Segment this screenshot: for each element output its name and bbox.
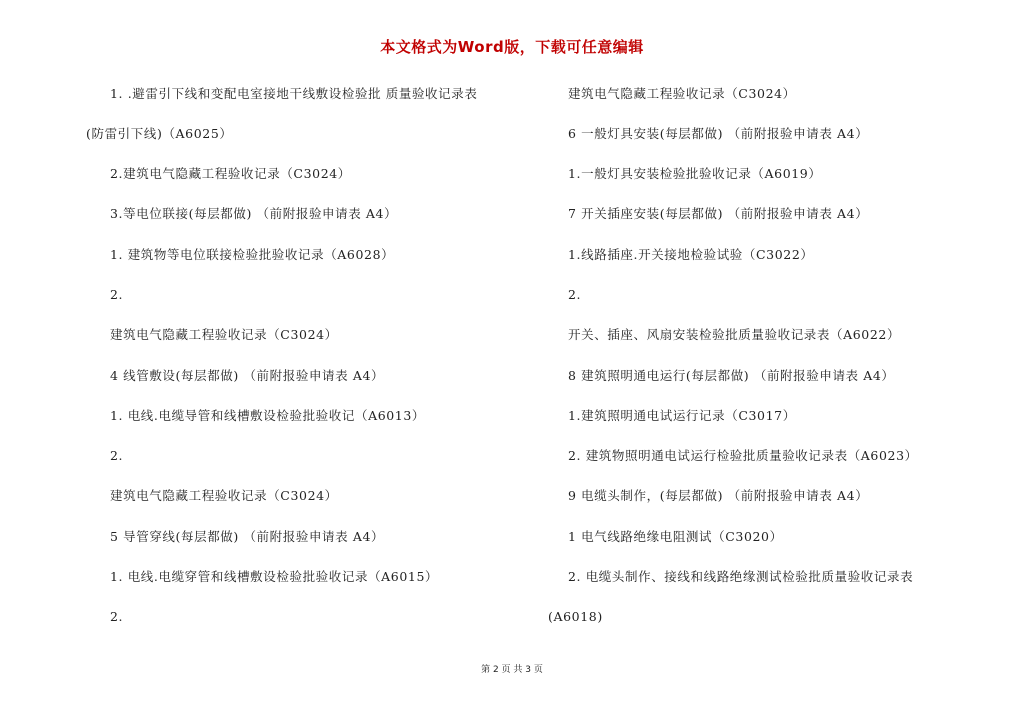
page-number: 第 2 页 共 3 页 [481,665,543,675]
text-line: 建筑电气隐藏工程验收记录（C3024） [568,86,796,101]
text-line: 2.建筑电气隐藏工程验收记录（C3024） [110,166,351,181]
text-line: 2. 电缆头制作、接线和线路绝缘测试检验批质量验收记录表 [568,569,914,584]
text-line: 1. 电线.电缆导管和线槽敷设检验批验收记（A6013） [110,408,426,423]
text-line: 8 建筑照明通电运行(每层都做) （前附报验申请表 A4） [568,368,895,383]
text-line: 1.线路插座.开关接地检验试验（C3022） [568,247,814,262]
text-line: 1. 电线.电缆穿管和线槽敷设检验批验收记录（A6015） [110,569,439,584]
text-line: 1. .避雷引下线和变配电室接地干线敷设检验批 质量验收记录表 [110,86,478,101]
text-line: 2. [568,287,582,302]
text-line: 1 电气线路绝缘电阻测试（C3020） [568,529,783,544]
text-line: 3.等电位联接(每层都做) （前附报验申请表 A4） [110,206,398,221]
text-line: 2. [110,609,124,624]
text-line: 9 电缆头制作，(每层都做) （前附报验申请表 A4） [568,488,869,503]
text-line: (防雷引下线)（A6025） [86,126,233,141]
text-line: 2. [110,287,124,302]
text-line: 7 开关插座安装(每层都做) （前附报验申请表 A4） [568,206,869,221]
text-line: 建筑电气隐藏工程验收记录（C3024） [110,327,338,342]
text-line: 建筑电气隐藏工程验收记录（C3024） [110,488,338,503]
text-line: (A6018) [548,609,603,624]
text-line: 4 线管敷设(每层都做) （前附报验申请表 A4） [110,368,385,383]
text-line: 1.一般灯具安装检验批验收记录（A6019） [568,166,822,181]
document-banner: 本文格式为Word版，下载可任意编辑 [380,38,644,56]
text-line: 5 导管穿线(每层都做) （前附报验申请表 A4） [110,529,385,544]
text-line: 2. 建筑物照明通电试运行检验批质量验收记录表（A6023） [568,448,918,463]
text-line: 1.建筑照明通电试运行记录（C3017） [568,408,796,423]
text-line: 2. [110,448,124,463]
text-line: 6 一般灯具安装(每层都做) （前附报验申请表 A4） [568,126,869,141]
text-line: 开关、插座、风扇安装检验批质量验收记录表（A6022） [568,327,901,342]
text-line: 1. 建筑物等电位联接检验批验收记录（A6028） [110,247,395,262]
